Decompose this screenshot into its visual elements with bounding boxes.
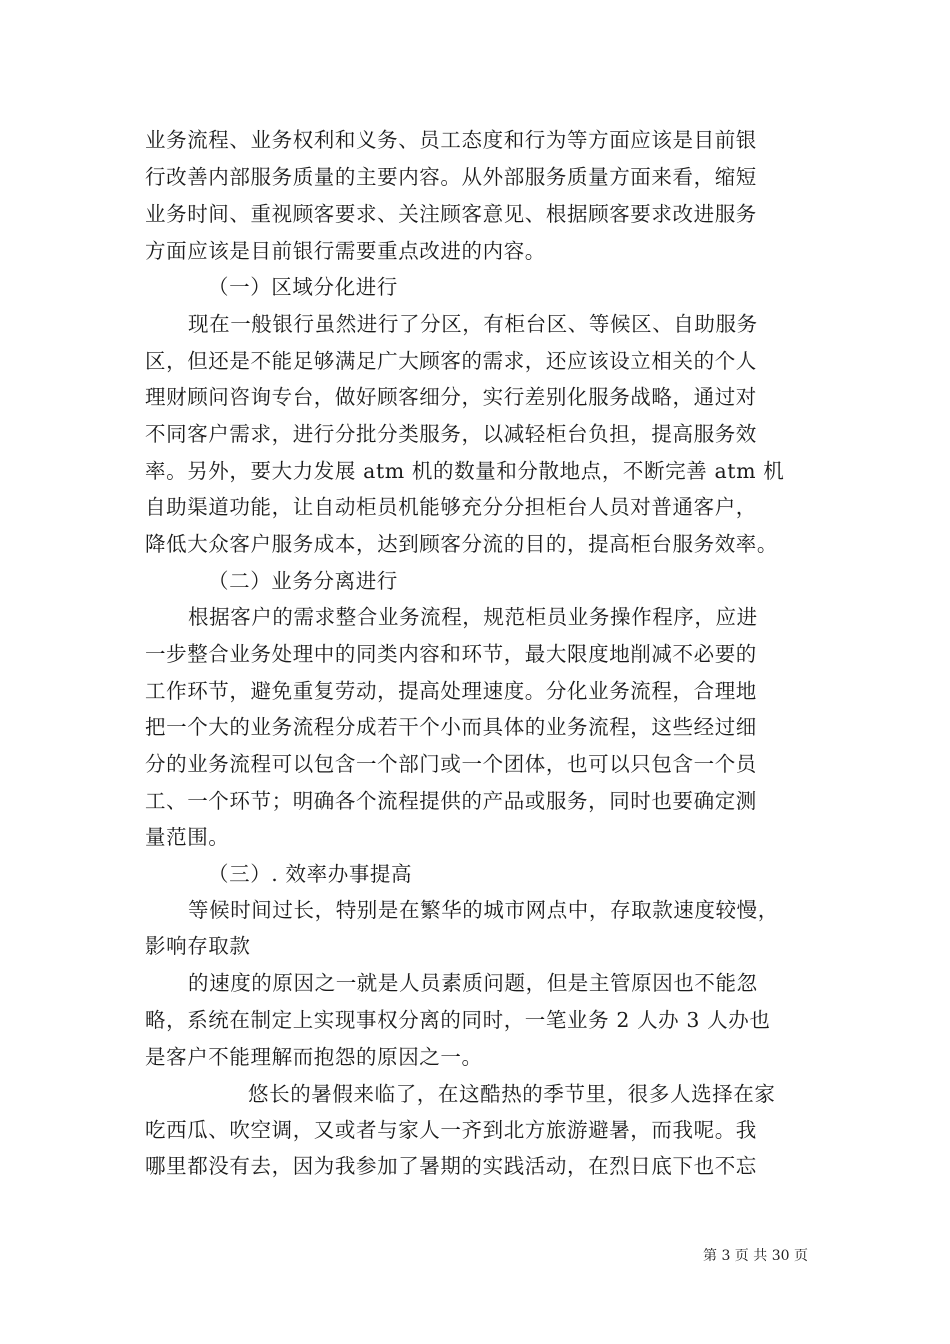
text-line: 悠长的暑假来临了，在这酷热的季节里，很多人选择在家 — [248, 1082, 776, 1106]
text-line: 现在一般银行虽然进行了分区，有柜台区、等候区、自助服务 — [188, 312, 758, 336]
text-line: 理财顾问咨询专台，做好顾客细分，实行差别化服务战略，通过对 — [145, 385, 757, 409]
text-line: 哪里都没有去，因为我参加了暑期的实践活动，在烈日底下也不忘 — [145, 1154, 757, 1178]
text-line: 等候时间过长，特别是在繁华的城市网点中，存取款速度较慢， — [188, 898, 779, 922]
text-line: 一步整合业务处理中的同类内容和环节，最大限度地削减不必要的 — [145, 642, 757, 666]
text-line: 行改善内部服务质量的主要内容。从外部服务质量方面来看，缩短 — [145, 165, 757, 189]
text-line: 的速度的原因之一就是人员素质问题，但是主管原因也不能忽 — [188, 971, 758, 995]
section-heading: （一）区域分化进行 — [208, 275, 398, 299]
text-line: 降低大众客户服务成本，达到顾客分流的目的，提高柜台服务效率。 — [145, 532, 778, 556]
text-line: 工、一个环节；明确各个流程提供的产品或服务，同时也要确定测 — [145, 789, 757, 813]
text-line: 量范围。 — [145, 825, 230, 849]
text-line: 率。另外，要大力发展 atm 机的数量和分散地点，不断完善 atm 机 — [145, 459, 785, 483]
text-line: 影响存取款 — [145, 934, 251, 958]
text-line: 分的业务流程可以包含一个部门或一个团体，也可以只包含一个员 — [145, 752, 757, 776]
text-line: 把一个大的业务流程分成若干个小而具体的业务流程，这些经过细 — [145, 715, 757, 739]
page-number: 第 3 页 共 30 页 — [703, 1248, 808, 1264]
section-heading: （二）业务分离进行 — [208, 569, 398, 593]
text-line: 区，但还是不能足够满足广大顾客的需求，还应该设立相关的个人 — [145, 349, 757, 373]
text-line: 是客户不能理解而抱怨的原因之一。 — [145, 1045, 483, 1069]
text-line: 不同客户需求，进行分批分类服务，以减轻柜台负担，提高服务效 — [145, 422, 757, 446]
text-line: 工作环节，避免重复劳动，提高处理速度。分化业务流程，合理地 — [145, 679, 757, 703]
text-line: 吃西瓜、吹空调，又或者与家人一齐到北方旅游避暑，而我呢。我 — [145, 1118, 757, 1142]
text-line: 略，系统在制定上实现事权分离的同时，一笔业务 2 人办 3 人办也 — [145, 1008, 771, 1032]
text-line: 业务流程、业务权利和义务、员工态度和行为等方面应该是目前银 — [145, 128, 757, 152]
text-line: 方面应该是目前银行需要重点改进的内容。 — [145, 239, 546, 263]
text-line: 业务时间、重视顾客要求、关注顾客意见、根据顾客要求改进服务 — [145, 202, 757, 226]
text-line: 根据客户的需求整合业务流程，规范柜员业务操作程序，应进 — [188, 605, 758, 629]
section-heading: （三）. 效率办事提高 — [208, 862, 413, 886]
text-line: 自助渠道功能，让自动柜员机能够充分分担柜台人员对普通客户， — [145, 495, 757, 519]
